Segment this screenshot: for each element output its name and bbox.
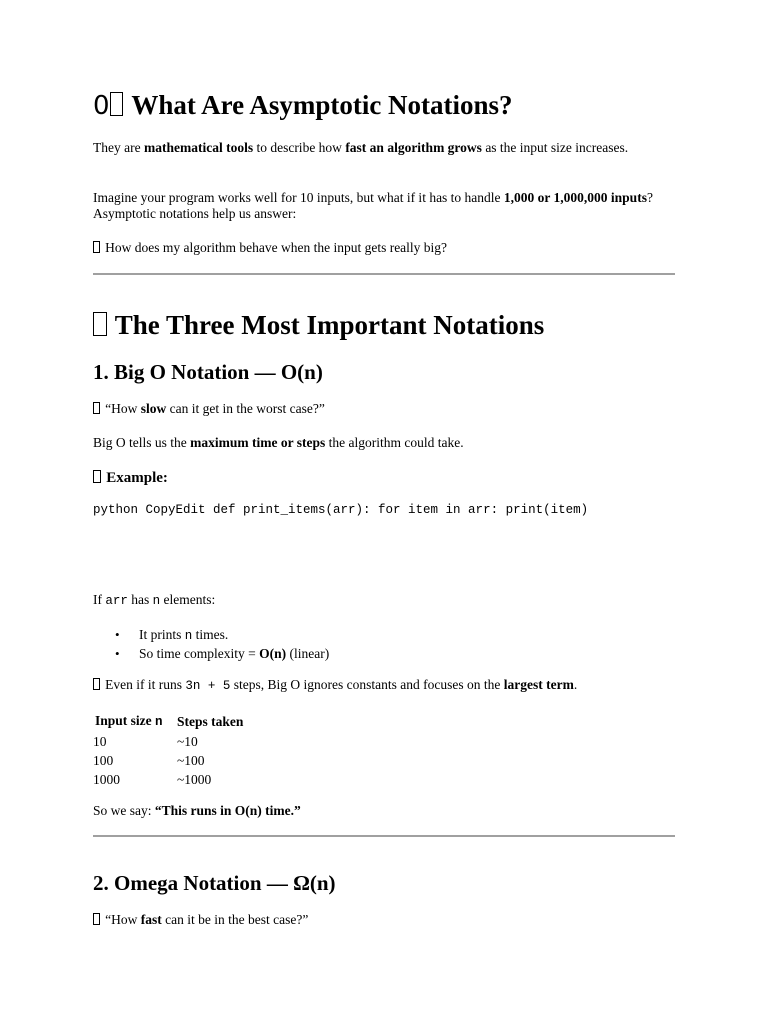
table-cell: ~10 bbox=[177, 734, 198, 749]
missing-glyph-icon bbox=[93, 402, 100, 414]
table-cell: ~1000 bbox=[177, 772, 212, 787]
constants-note: Even if it runs 3n + 5 steps, Big O ignores constants and focuses on the largest term. bbox=[93, 677, 577, 694]
section-heading-asymptotic bbox=[93, 89, 513, 122]
list-item: • So time complexity = O(n) (linear) bbox=[93, 645, 329, 662]
table-row bbox=[93, 732, 243, 751]
number-zero-glyph: 0 bbox=[93, 91, 110, 121]
list-item: • It prints n times. bbox=[93, 626, 329, 645]
table-header-steps: Steps taken bbox=[177, 714, 244, 729]
missing-glyph-icon bbox=[110, 92, 124, 116]
missing-glyph-icon bbox=[93, 312, 107, 336]
omega-quote: “How fast can it be in the best case?” bbox=[93, 912, 308, 928]
heading-text: What Are Asymptotic Notations? bbox=[131, 90, 513, 120]
missing-glyph-icon bbox=[93, 470, 101, 484]
if-line: If arr has n elements: bbox=[93, 592, 216, 608]
bigo-heading: 1. Big O Notation — O(n) bbox=[93, 360, 323, 384]
bullet-list bbox=[93, 626, 329, 662]
summary-line: So we say: “This runs in O(n) time.” bbox=[93, 803, 301, 818]
missing-glyph-icon bbox=[93, 678, 100, 690]
table-cell: 100 bbox=[93, 753, 114, 768]
question-line: How does my algorithm behave when the input gets really big? bbox=[93, 240, 447, 256]
table-cell: ~100 bbox=[177, 753, 205, 768]
divider bbox=[93, 835, 675, 837]
bigo-description: Big O tells us the maximum time or steps the algorithm could take. bbox=[93, 435, 464, 450]
steps-table bbox=[93, 711, 243, 789]
divider bbox=[93, 273, 675, 275]
missing-glyph-icon bbox=[93, 241, 100, 253]
example-heading: Example: bbox=[93, 469, 168, 487]
table-cell: 10 bbox=[93, 734, 107, 749]
section-heading-notations: The Three Most Important Notations bbox=[93, 309, 544, 341]
table-row bbox=[93, 770, 243, 789]
table-row bbox=[93, 751, 243, 770]
code-block: python CopyEdit def print_items(arr): for item in arr: print(item) bbox=[93, 503, 589, 517]
table-header-input: Input size n bbox=[95, 713, 163, 729]
bigo-quote: “How slow can it get in the worst case?” bbox=[93, 401, 325, 417]
missing-glyph-icon bbox=[93, 913, 100, 925]
omega-heading: 2. Omega Notation — Ω(n) bbox=[93, 871, 336, 895]
imagine-paragraph: Imagine your program works well for 10 inputs, but what if it has to handle 1,000 or 1,000,000 inputs? Asymptotic notations help us answer: bbox=[93, 190, 653, 221]
intro-paragraph: They are mathematical tools to describe how fast an algorithm grows as the input size increases. bbox=[93, 140, 629, 155]
table-cell: 1000 bbox=[93, 772, 120, 787]
table-header-row bbox=[93, 711, 243, 732]
